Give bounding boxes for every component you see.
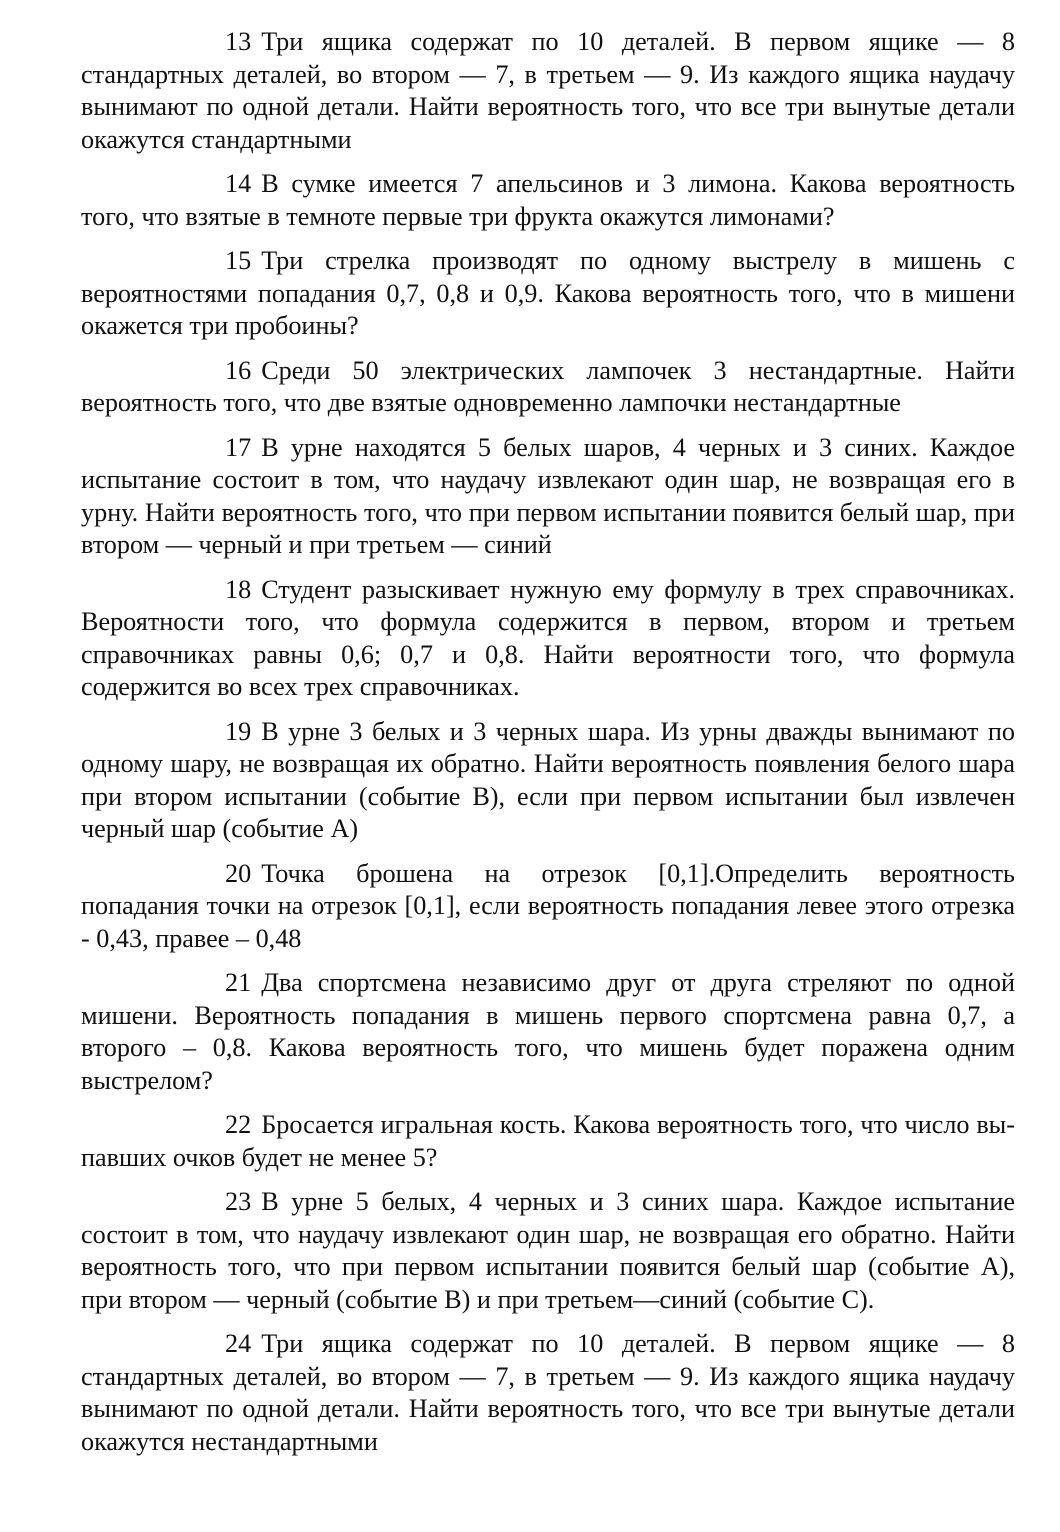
problem-number: 23 <box>225 1187 252 1216</box>
problem-number: 13 <box>225 27 252 56</box>
problem-text: Три ящика содержат по 10 деталей. В первом ящике — 8 стандартных деталей, во втором — 7, в третьем — 9. Из каждого ящика наудачу вынимают по одной детали. Найти вероятность того, что все три вынутые детали окажутся стандартными <box>81 27 1015 154</box>
problem-number: 20 <box>225 858 252 888</box>
problem-text: Три стрелка производят по одному выстрелу в мишень с вероятностями попадания 0,7, 0,8 и 0,9. Какова вероятность того, что в мишени окажется три пробоины? <box>81 246 1015 340</box>
problem-24 <box>81 1328 1015 1458</box>
problem-number: 24 <box>225 1329 252 1358</box>
problem-14 <box>81 168 1015 233</box>
problem-text: Точка брошена на отрезок [0,1].Определить вероятность попадания точки на отрезок [0,1], если вероятность попадания левее этого отрезка - 0,43, правее – 0,48 <box>81 858 1015 953</box>
problem-number: 21 <box>225 968 252 997</box>
problem-text: В урне находятся 5 белых шаров, 4 черных и 3 синих. Каждое испытание состоит в том, что наудачу извлекают один шар, не возвращая его в урну. Найти вероятность того, что при первом испытании появится белый шар, при втором — черный и при третьем — синий <box>81 432 1015 559</box>
problem-text: Среди 50 электрических лампочек 3 нестандартные. Найти вероятность того, что две взятые одновременно лампочки нестандартные <box>81 355 1015 417</box>
problem-text: Три ящика содержат по 10 деталей. В первом ящике — 8 стандартных деталей, во втором — 7, в третьем — 9. Из каждого ящика наудачу вынимают по одной детали. Найти вероятность того, что все три вынутые детали окажутся нестандартными <box>81 1329 1015 1456</box>
problem-number: 19 <box>225 716 252 746</box>
problem-number: 22 <box>225 1110 252 1139</box>
problem-15 <box>81 245 1015 343</box>
problem-text: Студент разыскивает нужную ему формулу в трех справочниках. Вероятности того, что формула содержится в первом, втором и третьем справочниках равны 0,6; 0,7 и 0,8. Найти вероятности того, что формула содержится во всех трех справочниках. <box>81 574 1015 701</box>
problem-22 <box>81 1109 1015 1174</box>
document-page <box>81 26 1015 1470</box>
problem-text: Бросается игральная кость. Какова вероятность того, что число вы-павших очков будет не менее 5? <box>81 1110 1015 1172</box>
problem-18 <box>81 574 1015 704</box>
problem-23 <box>81 1186 1015 1316</box>
problem-text: В урне 5 белых, 4 черных и 3 синих шара. Каждое испытание состоит в том, что наудачу извлекают один шар, не возвращая его обратно. Найти вероятность того, что при первом испытании появится белый шар (событие А), при втором — черный (событие В) и при третьем—синий (событие С). <box>81 1187 1015 1314</box>
problem-19 <box>81 716 1015 846</box>
problem-number: 17 <box>225 432 252 462</box>
problem-13 <box>81 26 1015 156</box>
problem-text: Два спортсмена независимо друг от друга стреляют по одной мишени. Вероятность попадания в мишень первого спортсмена равна 0,7, а второго – 0,8. Какова вероятность того, что мишень будет поражена одним выстрелом? <box>81 968 1015 1095</box>
problem-text: В сумке имеется 7 апельсинов и 3 лимона. Какова вероятность того, что взятые в темноте первые три фрукта окажутся лимонами? <box>81 169 1015 231</box>
problem-text: В урне 3 белых и 3 черных шара. Из урны дважды вынимают по одному шару, не возвращая их обратно. Найти вероятность появления белого шара при втором испытании (событие В), если при первом испытании был извлечен черный шар (событие А) <box>81 716 1015 843</box>
problem-number: 14 <box>225 169 252 198</box>
problem-number: 15 <box>225 246 252 275</box>
problem-21 <box>81 967 1015 1097</box>
problem-number: 16 <box>225 355 252 385</box>
problem-17 <box>81 432 1015 562</box>
problem-16 <box>81 355 1015 420</box>
problem-20 <box>81 858 1015 956</box>
problem-number: 18 <box>225 574 252 604</box>
